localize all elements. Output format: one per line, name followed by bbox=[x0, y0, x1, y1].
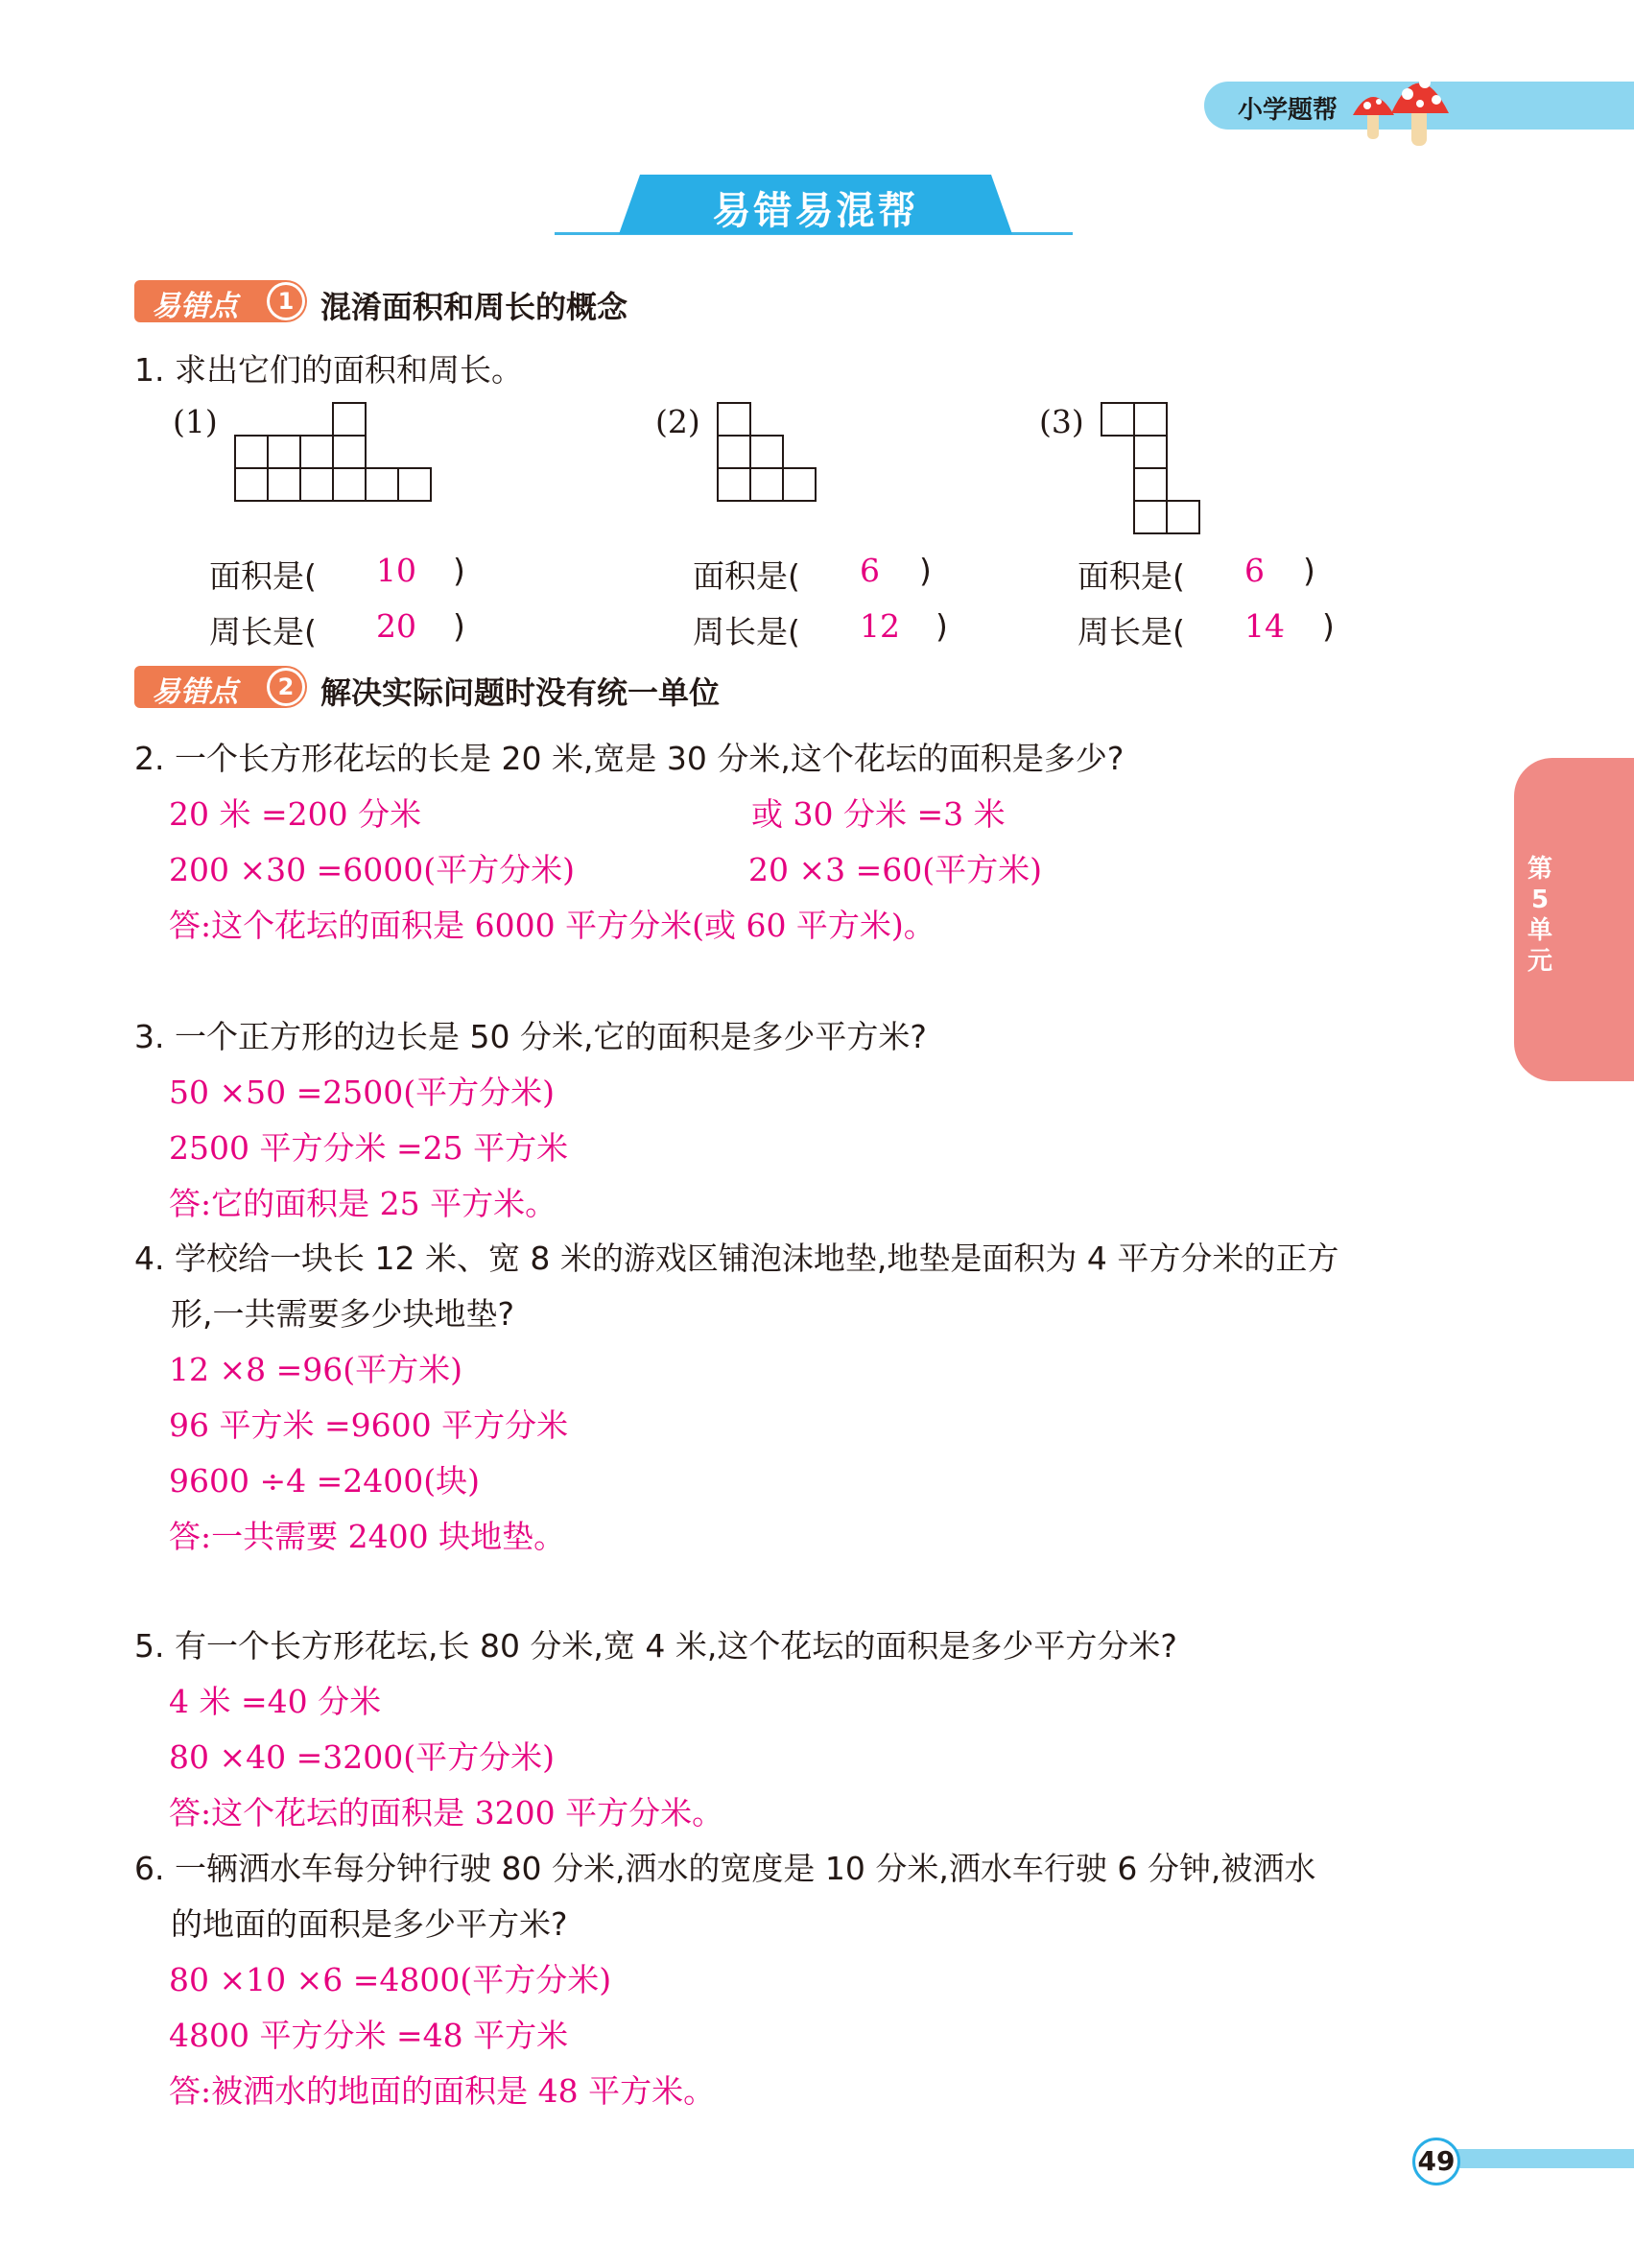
q6-answer-line-1: 80 ×10 ×6 =4800(平方分米) bbox=[169, 1961, 612, 1998]
error-point-label-2: 易错点 bbox=[152, 675, 238, 709]
question-2: 2. 一个长方形花坛的长是 20 米,宽是 30 分米,这个花坛的面积是多少? bbox=[134, 740, 1125, 777]
figure-1-perim-close: ) bbox=[453, 607, 465, 645]
question-4-line-1: 4. 学校给一块长 12 米、宽 8 米的游戏区铺泡沫地垫,地垫是面积为 4 平方分米的正方 bbox=[134, 1240, 1339, 1277]
question-6-line-1: 6. 一辆洒水车每分钟行驶 80 分米,洒水的宽度是 10 分米,洒水车行驶 6 分钟,被洒水 bbox=[134, 1850, 1316, 1887]
figure-2-area-value: 6 bbox=[860, 552, 880, 589]
question-6-line-2: 的地面的面积是多少平方米? bbox=[171, 1905, 568, 1943]
figure-2-perim-label: 周长是( bbox=[693, 613, 800, 650]
q2-answer-line-1b: 或 30 分米 =3 米 bbox=[751, 795, 1006, 833]
brand-name: 小学题帮 bbox=[1238, 96, 1338, 125]
mushroom-icon bbox=[1348, 58, 1463, 149]
figure-1-area-close: ) bbox=[453, 552, 465, 589]
q6-answer-line-3: 答:被洒水的地面的面积是 48 平方米。 bbox=[169, 2072, 716, 2110]
q2-answer-line-2b: 20 ×3 =60(平方米) bbox=[748, 851, 1043, 888]
q2-answer-line-3: 答:这个花坛的面积是 6000 平方分米(或 60 平方米)。 bbox=[169, 907, 935, 944]
figure-2-perim-close: ) bbox=[935, 607, 948, 645]
q4-answer-line-1: 12 ×8 =96(平方米) bbox=[169, 1351, 463, 1388]
figure-1-perim-label: 周长是( bbox=[209, 613, 317, 650]
page-number-bar bbox=[1439, 2149, 1634, 2168]
q3-answer-line-3: 答:它的面积是 25 平方米。 bbox=[169, 1185, 557, 1222]
q3-answer-line-2: 2500 平方分米 =25 平方米 bbox=[169, 1129, 569, 1167]
figure-3-area-close: ) bbox=[1303, 552, 1315, 589]
figure-2-area-close: ) bbox=[919, 552, 932, 589]
figure-3-grid bbox=[1100, 401, 1205, 540]
figure-1-area-label: 面积是( bbox=[209, 557, 317, 595]
figure-3-perim-value: 14 bbox=[1244, 607, 1285, 645]
error-point-number bbox=[267, 282, 305, 320]
q6-answer-line-2: 4800 平方分米 =48 平方米 bbox=[169, 2017, 569, 2054]
question-5: 5. 有一个长方形花坛,长 80 分米,宽 4 米,这个花坛的面积是多少平方分米? bbox=[134, 1627, 1177, 1665]
question-3: 3. 一个正方形的边长是 50 分米,它的面积是多少平方米? bbox=[134, 1018, 927, 1055]
q5-answer-line-1: 4 米 =40 分米 bbox=[169, 1683, 382, 1720]
question-1: 1. 求出它们的面积和周长。 bbox=[134, 351, 523, 389]
page-number: 49 bbox=[1412, 2138, 1460, 2185]
section-heading: 混淆面积和周长的概念 bbox=[320, 289, 628, 325]
figure-1-perim-value: 20 bbox=[376, 607, 416, 645]
figure-2-grid bbox=[716, 401, 821, 507]
q2-answer-line-1: 20 米 =200 分米 bbox=[169, 795, 422, 833]
q4-answer-line-3: 9600 ÷4 =2400(块) bbox=[169, 1462, 480, 1500]
question-4-line-2: 形,一共需要多少块地垫? bbox=[171, 1295, 515, 1333]
figure-2-label: (2) bbox=[655, 403, 700, 440]
figure-2-area-label: 面积是( bbox=[693, 557, 800, 595]
q4-answer-line-2: 96 平方米 =9600 平方分米 bbox=[169, 1406, 569, 1444]
figure-3-area-label: 面积是( bbox=[1077, 557, 1185, 595]
page-title: 易错易混帮 bbox=[712, 189, 919, 233]
figure-2-perim-value: 12 bbox=[860, 607, 900, 645]
error-point-number-2-text: 2 bbox=[270, 671, 302, 703]
figure-3-label: (3) bbox=[1039, 403, 1084, 440]
unit-label: 第5单元 bbox=[1527, 855, 1552, 976]
figure-3-perim-label: 周长是( bbox=[1077, 613, 1185, 650]
q5-answer-line-2: 80 ×40 =3200(平方分米) bbox=[169, 1738, 555, 1776]
error-point-label: 易错点 bbox=[152, 290, 238, 323]
figure-1-area-value: 10 bbox=[376, 552, 416, 589]
q2-answer-line-2: 200 ×30 =6000(平方分米) bbox=[169, 851, 575, 888]
section-heading-2: 解决实际问题时没有统一单位 bbox=[320, 674, 721, 711]
q3-answer-line-1: 50 ×50 =2500(平方分米) bbox=[169, 1074, 555, 1111]
error-point-number-text: 1 bbox=[270, 285, 302, 318]
figure-1-grid bbox=[233, 401, 435, 507]
error-point-number-2 bbox=[267, 668, 305, 706]
figure-3-perim-close: ) bbox=[1322, 607, 1335, 645]
q5-answer-line-3: 答:这个花坛的面积是 3200 平方分米。 bbox=[169, 1794, 724, 1831]
figure-3-area-value: 6 bbox=[1244, 552, 1265, 589]
q4-answer-line-4: 答:一共需要 2400 块地垫。 bbox=[169, 1518, 566, 1555]
figure-1-label: (1) bbox=[173, 403, 218, 440]
